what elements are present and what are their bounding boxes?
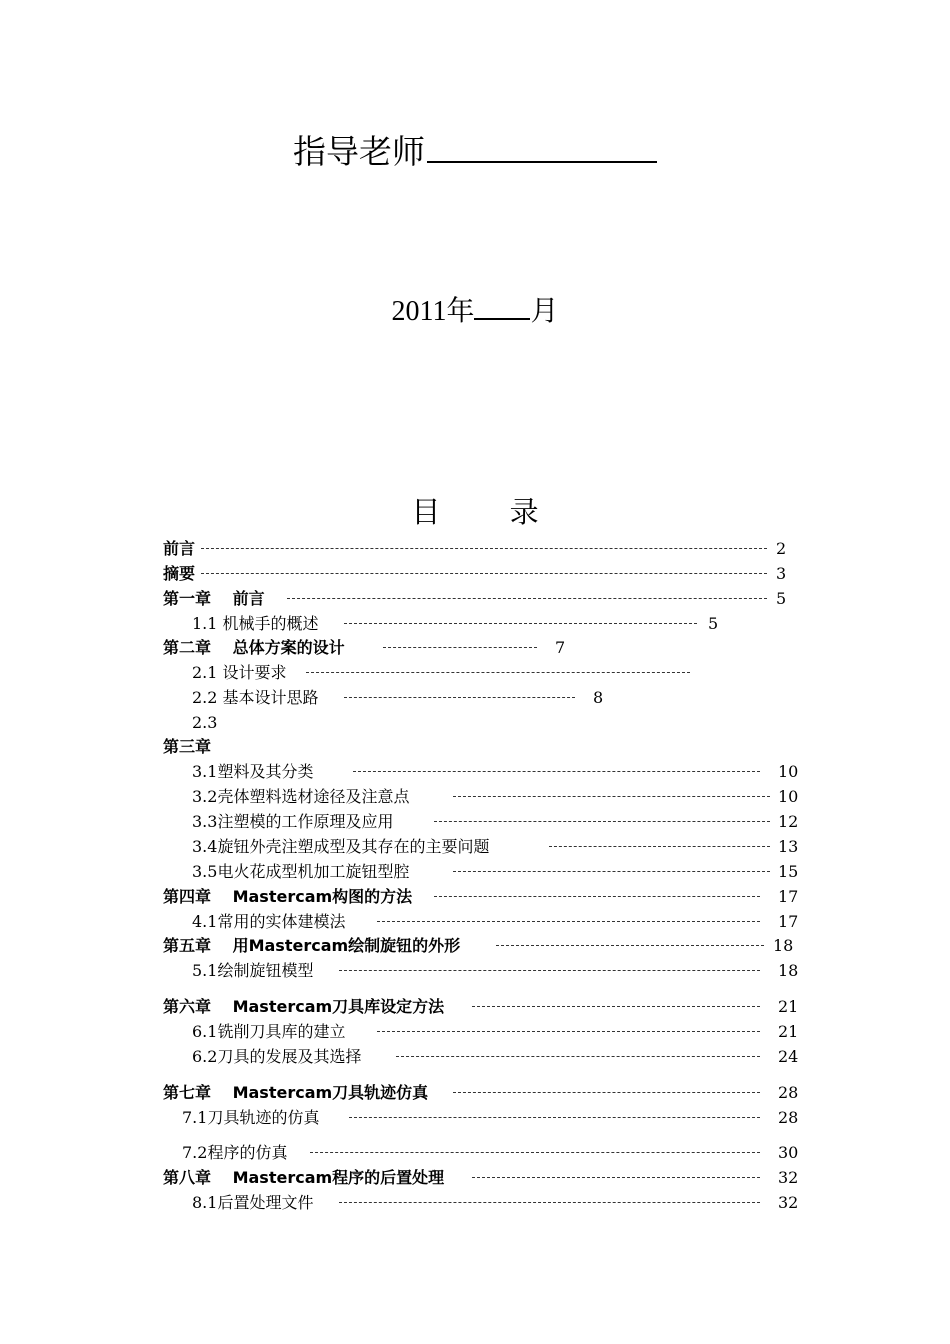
toc-entry-label: 第七章 Mastercam刀具轨迹仿真: [163, 1083, 429, 1102]
toc-leader-line: [383, 647, 537, 648]
toc-leader-line: [434, 896, 760, 897]
toc-leader-line: [396, 1056, 760, 1057]
toc-entry-label: 2.2 基本设计思路: [192, 688, 319, 707]
toc-entry-label: 第四章 Mastercam构图的方法: [163, 887, 413, 906]
toc-entry: [0, 934, 950, 958]
toc-entry-page: 28: [778, 1083, 799, 1102]
toc-entry-label: 4.1常用的实体建模法: [192, 912, 346, 931]
toc-entry: [0, 562, 950, 586]
toc-leader-line: [453, 796, 770, 797]
toc-entry: [0, 612, 950, 636]
toc-entry-page: 12: [778, 812, 799, 831]
toc-entry: [0, 810, 950, 834]
date-year-unit: 年: [446, 296, 475, 327]
date-year: 2011: [391, 296, 447, 327]
date-month-unit: 月: [530, 296, 559, 327]
toc-leader-line: [496, 945, 764, 946]
toc-leader-line: [434, 821, 770, 822]
toc-entry: [0, 1045, 950, 1069]
toc-leader-line: [472, 1177, 760, 1178]
toc-entry-page: 2: [776, 539, 787, 558]
toc-entry-page: 3: [776, 564, 787, 583]
toc-entry-label: 第一章 前言: [163, 589, 265, 608]
toc-leader-line: [377, 921, 760, 922]
toc-leader-line: [310, 1152, 760, 1153]
toc-entry: [0, 885, 950, 909]
toc-leader-line: [287, 598, 767, 599]
toc-entry-label: 第六章 Mastercam刀具库设定方法: [163, 997, 445, 1016]
toc-entry: [0, 860, 950, 884]
toc-entry: [0, 785, 950, 809]
toc-entry-label: 第八章 Mastercam程序的后置处理: [163, 1168, 445, 1187]
toc-entry-page: 10: [778, 762, 799, 781]
advisor-label: 指导老师: [293, 132, 425, 171]
toc-entry: [0, 1020, 950, 1044]
toc-entry-page: 17: [778, 887, 799, 906]
toc-entry-label: 5.1绘制旋钮模型: [192, 961, 314, 980]
toc-entry-label: 前言: [163, 539, 196, 558]
toc-entry-page: 5: [708, 614, 719, 633]
toc-entry-page: 5: [776, 589, 787, 608]
toc-entry: [0, 636, 950, 660]
toc-entry-label: 3.2壳体塑料选材途径及注意点: [192, 787, 410, 806]
toc-leader-line: [377, 1031, 760, 1032]
toc-leader-line: [453, 871, 770, 872]
toc-entry-page: 17: [778, 912, 799, 931]
toc-entry: [0, 711, 950, 735]
toc-entry-label: 第三章: [163, 737, 212, 756]
toc-entry-label: 3.1塑料及其分类: [192, 762, 314, 781]
toc-leader-line: [344, 697, 575, 698]
toc-entry-page: 21: [778, 997, 799, 1016]
toc-entry: [0, 661, 950, 685]
date-month-blank: [474, 292, 530, 320]
toc-leader-line: [201, 548, 767, 549]
toc-leader-line: [549, 846, 770, 847]
toc-entry: [0, 1141, 950, 1165]
toc-entry: [0, 587, 950, 611]
toc-entry: [0, 995, 950, 1019]
toc-entry-page: 21: [778, 1022, 799, 1041]
toc-title: 目 录: [411, 495, 569, 529]
toc-entry-label: 3.5电火花成型机加工旋钮型腔: [192, 862, 410, 881]
toc-entry-label: 3.3注塑模的工作原理及应用: [192, 812, 394, 831]
toc-entry-label: 第五章 用Mastercam绘制旋钮的外形: [163, 936, 461, 955]
advisor-blank: [427, 129, 657, 163]
toc-entry-page: 13: [778, 837, 799, 856]
toc-entry-label: 第二章 总体方案的设计: [163, 638, 345, 657]
toc-entry-page: 18: [773, 936, 794, 955]
toc-leader-line: [453, 1092, 760, 1093]
toc-entry-label: 摘要: [163, 564, 196, 583]
toc-entry-label: 6.2刀具的发展及其选择: [192, 1047, 362, 1066]
toc-leader-line: [306, 672, 690, 673]
toc-entry-page: 32: [778, 1193, 799, 1212]
toc-entry: [0, 735, 950, 759]
toc-entry-page: 18: [778, 961, 799, 980]
toc-entry-page: 28: [778, 1108, 799, 1127]
toc-entry: [0, 910, 950, 934]
toc-entry-page: 32: [778, 1168, 799, 1187]
toc-entry-page: 8: [593, 688, 604, 707]
toc-entry: [0, 835, 950, 859]
toc-entry: [0, 959, 950, 983]
toc-entry-label: 1.1 机械手的概述: [192, 614, 319, 633]
toc-leader-line: [339, 970, 760, 971]
toc-entry-label: 7.2程序的仿真: [182, 1143, 288, 1162]
toc-entry: [0, 1106, 950, 1130]
toc-entry: [0, 1081, 950, 1105]
toc-leader-line: [349, 1117, 760, 1118]
toc-entry-page: 15: [778, 862, 799, 881]
toc-entry-page: 24: [778, 1047, 799, 1066]
toc-entry: [0, 1191, 950, 1215]
toc-entry-label: 8.1后置处理文件: [192, 1193, 314, 1212]
toc-entry-label: 2.3: [192, 713, 218, 732]
advisor-line: [0, 128, 950, 176]
toc-leader-line: [201, 573, 767, 574]
toc-entry: [0, 1166, 950, 1190]
toc-entry-page: 30: [778, 1143, 799, 1162]
toc-entry-label: 3.4旋钮外壳注塑成型及其存在的主要问题: [192, 837, 490, 856]
toc-entry-label: 7.1刀具轨迹的仿真: [182, 1108, 320, 1127]
toc-entry: [0, 760, 950, 784]
toc-entry: [0, 686, 950, 710]
toc-entry-label: 6.1铣削刀具库的建立: [192, 1022, 346, 1041]
toc-entry-page: 10: [778, 787, 799, 806]
toc-leader-line: [344, 623, 697, 624]
toc-entry-page: 7: [555, 638, 566, 657]
toc-leader-line: [472, 1006, 760, 1007]
toc-entry: [0, 537, 950, 561]
toc-leader-line: [339, 1202, 760, 1203]
toc-entry-label: 2.1 设计要求: [192, 663, 287, 682]
toc-leader-line: [353, 771, 760, 772]
date-line: [0, 292, 950, 332]
